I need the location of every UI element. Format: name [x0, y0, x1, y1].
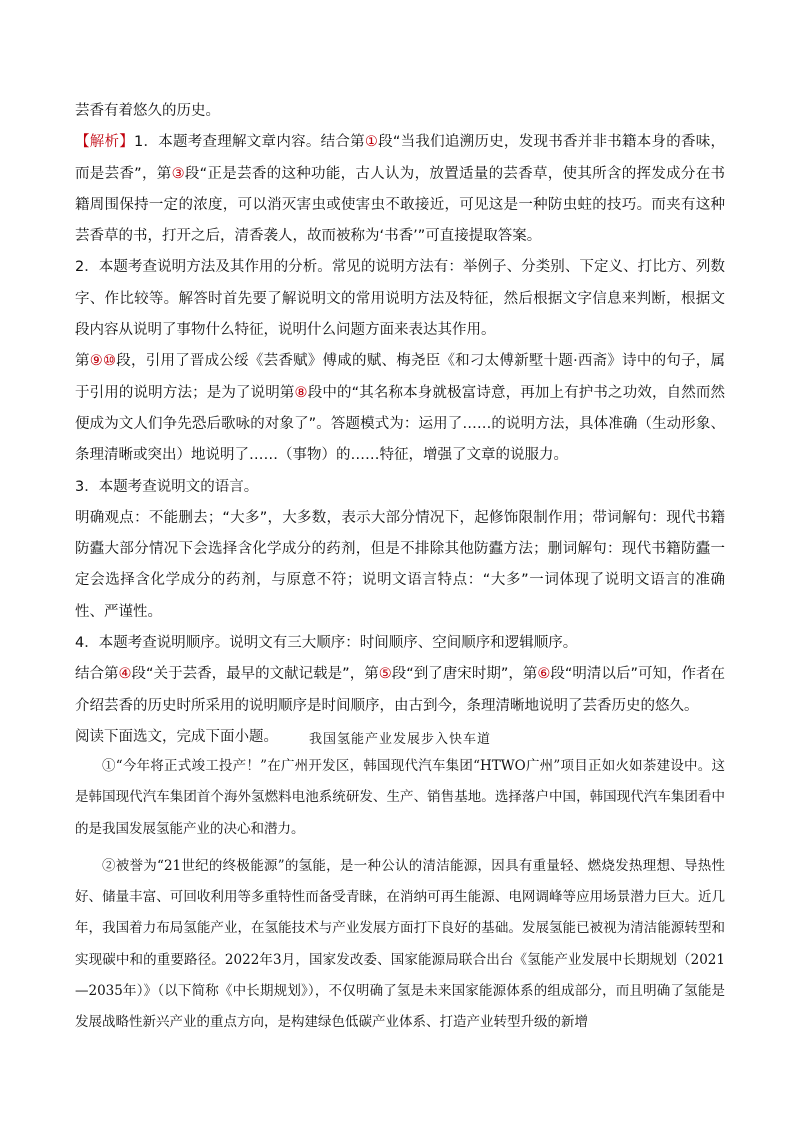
- text: 段“当我们追溯历史，发现书香并非书籍本身的香味，而是芸香”，第: [75, 134, 726, 182]
- article-paragraph-1: ①“今年将正式竣工投产！”在广州开发区，韩国现代汽车集团“HTWO广州”项目正如火如荼建设中。这是韩国现代汽车集团首个海外氢燃料电池系统研发、生产、销售基地。选择落户中国，韩国现代汽车集团看中的是我国发展氢能产业的决心和潜力。: [75, 758, 725, 837]
- text: 3．本题考查说明文的语言。: [75, 478, 259, 495]
- text: 1．本题考查理解文章内容。结合第: [134, 134, 365, 151]
- analysis-item-1: [75, 127, 725, 252]
- text: 段中的“其名称本身就极富诗意，再加上有护书之功效，自然而然便成为文人们争先恐后歌咏的对象了”。答题模式为：运用了……的说明方法，具体准确（生动形象、条理清晰或突出）地说明了……（事物）的……特征，增强了文章的说服力。: [75, 384, 726, 464]
- circled-number: ①: [364, 134, 379, 151]
- text: 明确观点：不能删去；“大多”，大多数，表示大部分情况下，起修饰限制作用；带词解句：现代书籍防蠹大部分情况下会选择含化学成分的药剂，但是不排除其他防蠹方法；删词解句：现代书籍防蠹一定会选择含化学成分的药剂，与原意不符；说明文语言特点：“大多”一词体现了说明文语言的准确性、严谨性。: [75, 509, 725, 620]
- circled-number: ⑩: [103, 353, 117, 370]
- answer-explanation: [75, 96, 725, 753]
- circled-number: ⑧: [294, 384, 308, 401]
- text: 第: [75, 353, 90, 370]
- analysis-item-3: [75, 472, 725, 503]
- circled-number: ③: [171, 165, 185, 182]
- analysis-tag: 【解析】: [75, 134, 135, 151]
- text: 段“正是芸香的这种功能，古人认为，放置适量的芸香草，使其所含的挥发成分在书籍周围保持一定的浓度，可以消灭害虫或使害虫不敢接近，可见这是一种防虫蛀的技巧。而夹有这种芸香草的书，打开之后，清香袭人，故而被称为‘书香’”可直接提取答案。: [75, 165, 725, 245]
- article-paragraph-2: ②被誉为“21世纪的终极能源”的氢能，是一种公认的清洁能源，因具有重量轻、燃烧发热理想、导热性好、储量丰富、可回收利用等多重特性而备受青睐，在消纳可再生能源、电网调峰等应用场景潜力巨大。近几年，我国着力布局氢能产业，在氢能技术与产业发展方面打下良好的基础。发展氢能已被视为清洁能源转型和实现碳中和的重要路径。2022年3月，国家发改委、国家能源局联合出台《氢能产业发展中长期规划（2021—2035年）》（以下简称《中长期规划》），不仅明确了氢是未来国家能源体系的组成部分，而且明确了氢能是发展战略性新兴产业的重点方向，是构建绿色低碳产业体系、打造产业转型升级的新增: [75, 857, 725, 1031]
- text: 结合第: [75, 666, 119, 683]
- text: 芸香有着悠久的历史。: [75, 103, 220, 119]
- analysis-item-4b: [75, 659, 725, 722]
- text: 阅读下面选文，完成下面小题。: [75, 728, 278, 745]
- answer-line-0: [75, 96, 725, 127]
- article-body: [75, 751, 725, 1039]
- analysis-item-4: [75, 628, 725, 659]
- text: 段“明清以后”可知，作者在介绍芸香的历史时所采用的说明顺序是时间顺序，由古到今，条理清晰地说明了芸香历史的悠久。: [75, 666, 726, 714]
- text: 段“到了唐宋时期”，第: [391, 666, 538, 683]
- circled-number: ⑨: [89, 353, 103, 370]
- circled-number: ④: [118, 666, 132, 683]
- article-title: 我国氢能产业发展步入快车道: [308, 732, 491, 747]
- analysis-item-2b: [75, 346, 725, 471]
- text: 段“关于芸香，最早的文献记载是”，第: [131, 666, 379, 683]
- text: 2．本题考查说明方法及其作用的分析。常见的说明方法有：举例子、分类别、下定义、打比方、列数字、作比较等。解答时首先要了解说明文的常用说明方法及特征，然后根据文字信息来判断，根据文段内容从说明了事物什么特征，说明什么问题方面来表达其作用。: [75, 259, 725, 339]
- analysis-item-2: [75, 252, 725, 346]
- text: 4．本题考查说明顺序。说明文有三大顺序：时间顺序、空间顺序和逻辑顺序。: [75, 635, 578, 652]
- analysis-item-3b: [75, 503, 725, 628]
- circled-number: ⑥: [537, 666, 551, 683]
- text: 段，引用了晋成公绥《芸香赋》傅咸的赋、梅尧臣《和刁太傅新墅十题·西斋》诗中的句子，属于引用的说明方法；是为了说明第: [75, 353, 726, 401]
- circled-number: ⑤: [378, 666, 392, 683]
